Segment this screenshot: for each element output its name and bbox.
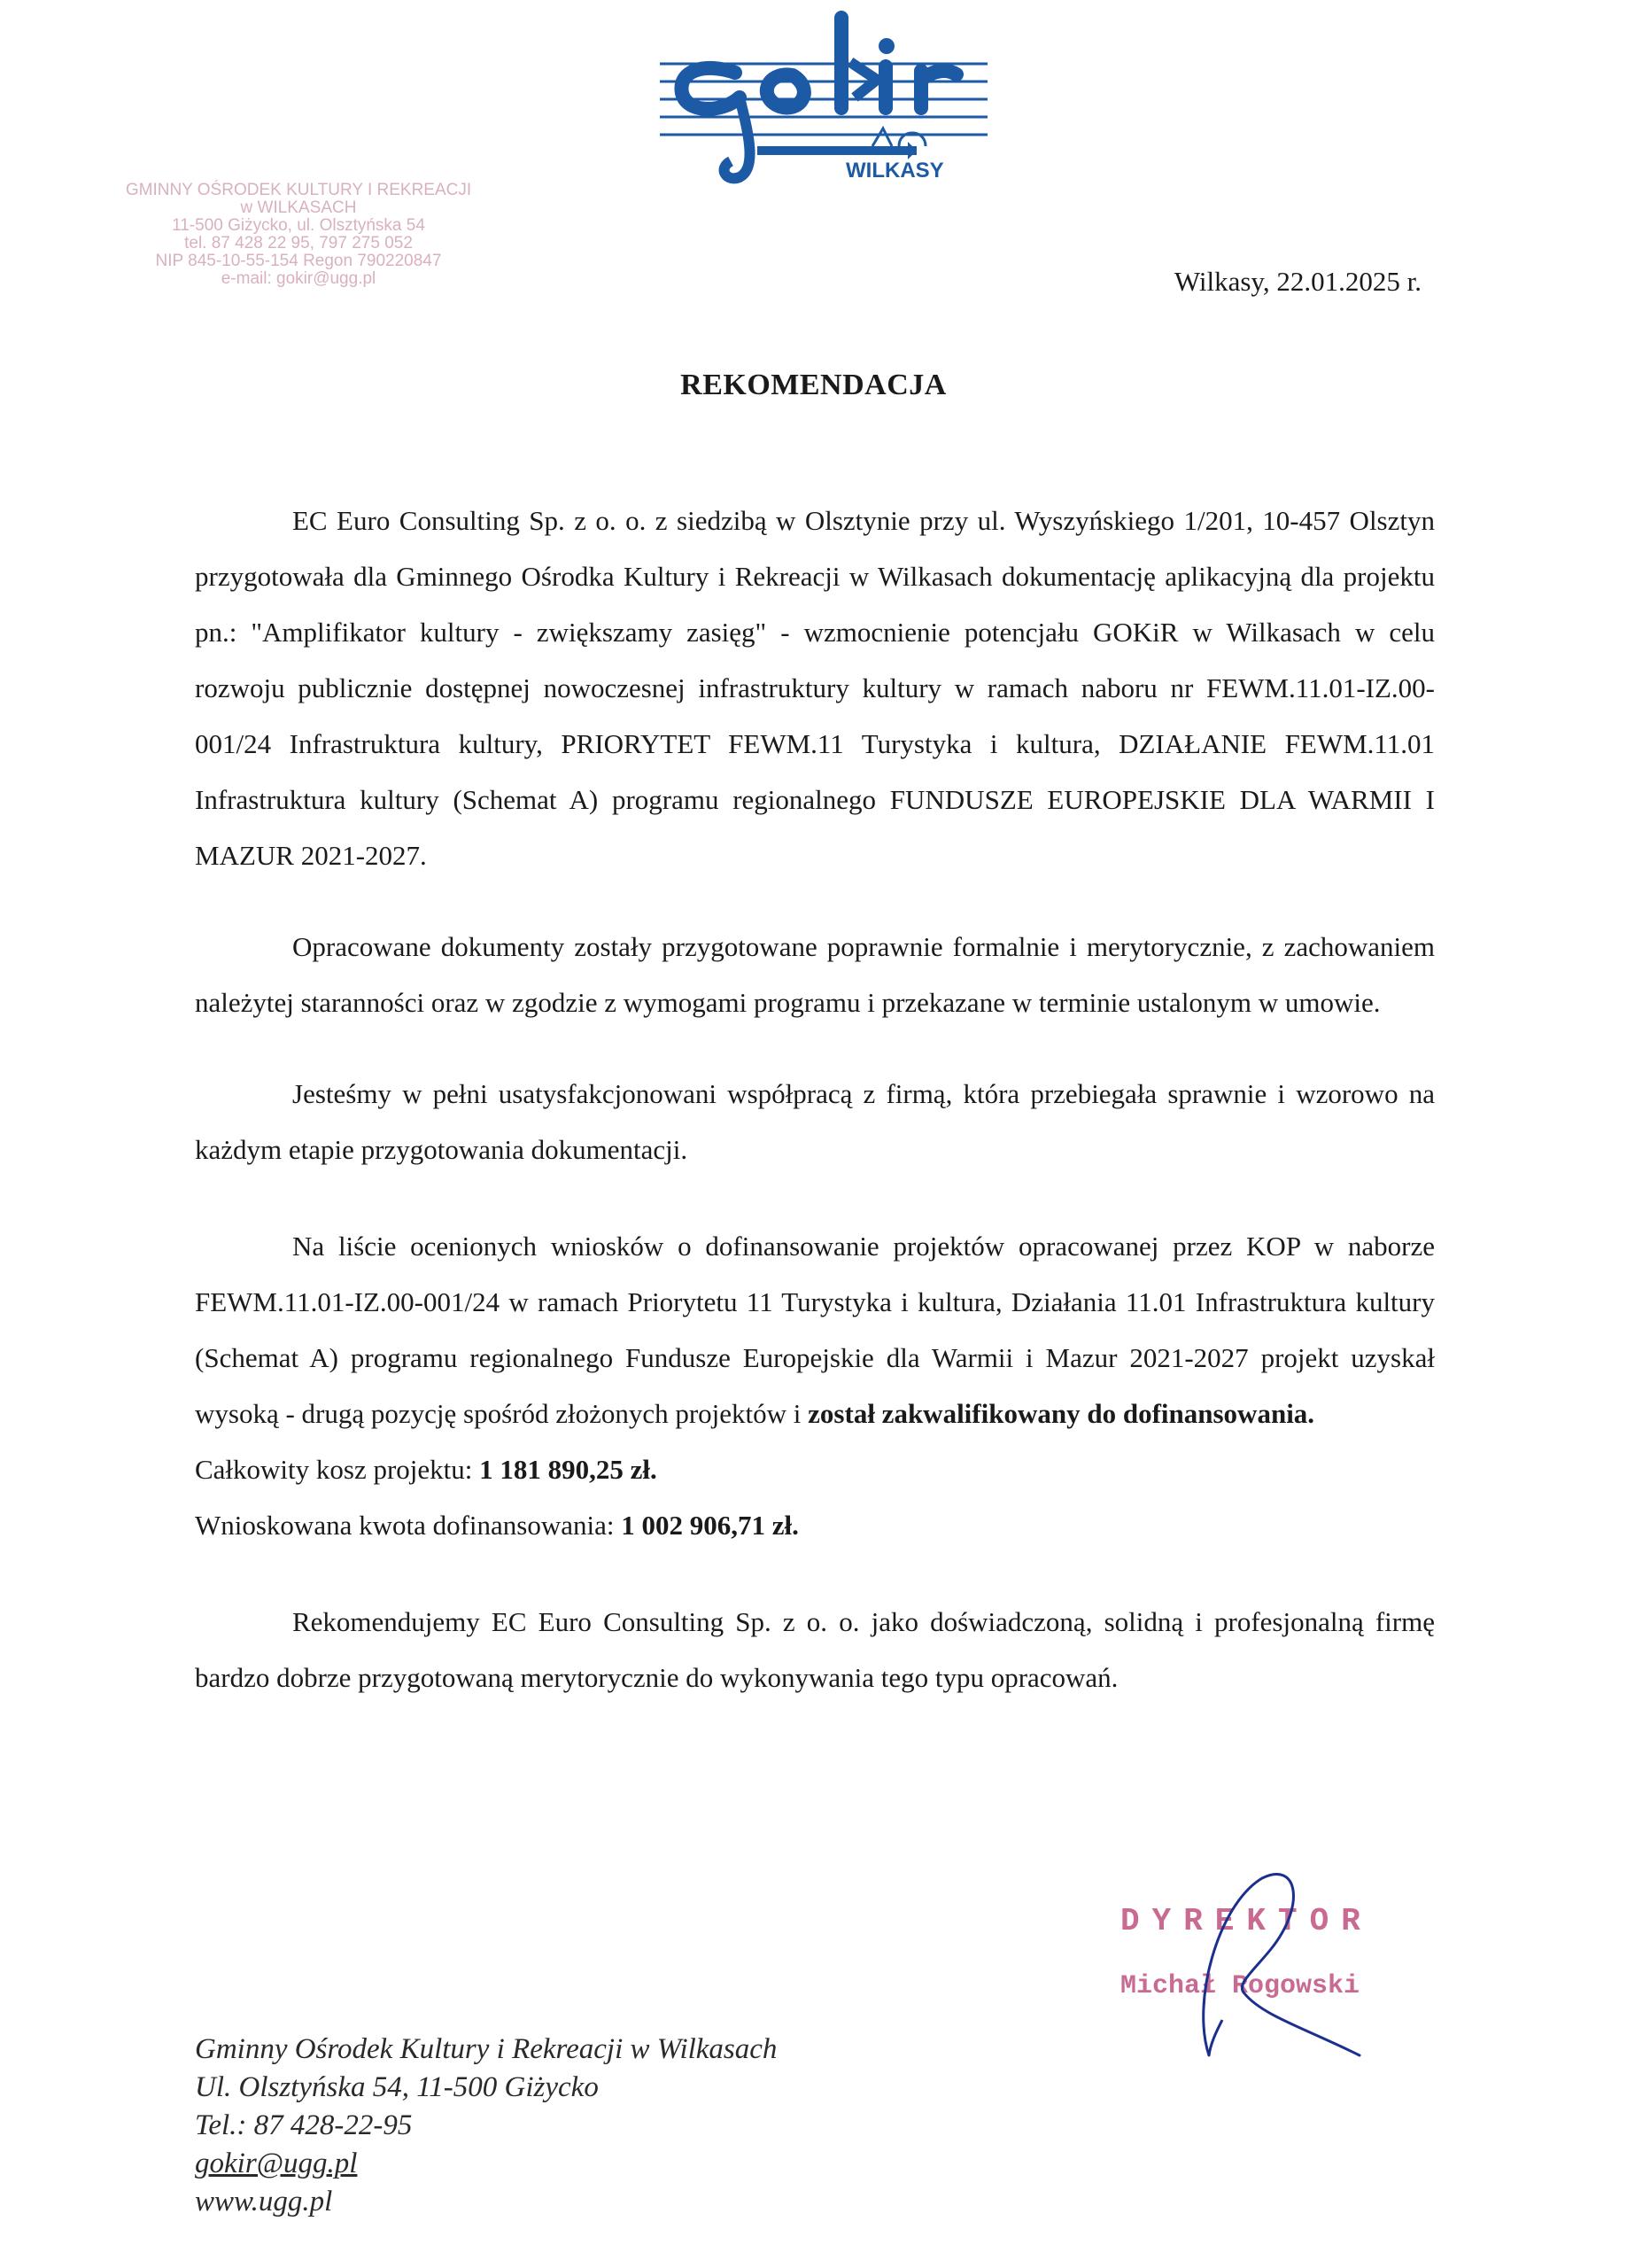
paragraph-5: Rekomendujemy EC Euro Consulting Sp. z o. o. jako doświadczoną, solidną i profesjonalną firmę bardzo dobrze przygotowaną merytorycznie do wykonywania tego typu opracowań. xyxy=(195,1606,1435,1693)
stamp-line: tel. 87 428 22 95, 797 275 052 xyxy=(184,234,413,252)
footer-email-link[interactable]: gokir@ugg.pl xyxy=(195,2148,358,2179)
stamp-line: GMINNY OŚRODEK KULTURY I REKREACJI xyxy=(125,181,472,199)
paragraph-1: EC Euro Consulting Sp. z o. o. z siedzibą w Olsztynie przy ul. Wyszyńskiego 1/201, 10-457 Olsztyn przygotowała dla Gminnego Ośrodka Kultury i Rekreacji w Wilkasach dokumentację aplikacyjną dla projektu pn.: "Amplifikator kultury - zwiększamy zasięg" - wzmocnienie potencjału GOKiR w Wilkasach w celu rozwoju publicznie dostępnej nowoczesnej infrastruktury kultury w ramach naboru nr FEWM.11.01-IZ.00-001/24 Infrastruktura kultury, PRIORYTET FEWM.11 Turystyka i kultura, DZIAŁANIE FEWM.11.01 Infrastruktura kultury (Schemat A) programu regionalnego FUNDUSZE EUROPEJSKIE DLA WARMII I MAZUR 2021-2027. xyxy=(195,505,1435,871)
letter-date: Wilkasy, 22.01.2025 r. xyxy=(1174,266,1422,297)
footer-address: Ul. Olsztyńska 54, 11-500 Giżycko xyxy=(195,2071,599,2103)
grant-amount-label: Wnioskowana kwota dofinansowania: xyxy=(195,1510,622,1541)
logo-place-text: WILKASY xyxy=(846,159,944,183)
institution-stamp xyxy=(108,182,489,315)
paragraph-3: Jesteśmy w pełni usatysfakcjonowani współpracą z firmą, która przebiegała sprawnie i wzorowo na każdym etapie przygotowania dokumentacji. xyxy=(195,1078,1435,1165)
total-cost-label: Całkowity kosz projektu: xyxy=(195,1454,480,1485)
stamp-line: 11-500 Giżycko, ul. Olsztyńska 54 xyxy=(172,216,425,235)
footer-org: Gminny Ośrodek Kultury i Rekreacji w Wilkasach xyxy=(195,2033,778,2065)
signature-title: DYREKTOR xyxy=(1120,1903,1373,1939)
signature-block xyxy=(1120,1852,1439,2073)
total-cost-value: 1 181 890,25 zł. xyxy=(479,1454,657,1485)
handwritten-signature-icon xyxy=(1156,1852,1386,2073)
letter-body xyxy=(195,493,1435,1705)
total-cost-line xyxy=(195,1441,1435,1497)
paragraph-2: Opracowane dokumenty zostały przygotowane poprawnie formalnie i merytorycznie, z zachowaniem należytej staranności oraz w zgodzie z wymogami programu i przekazane w terminie ustalonym w umowie. xyxy=(195,931,1435,1018)
grant-amount-value: 1 002 906,71 zł. xyxy=(621,1510,799,1541)
signature-name: Michał Rogowski xyxy=(1120,1971,1360,2001)
stamp-line: e-mail: gokir@ugg.pl xyxy=(221,269,376,288)
letter-title: REKOMENDACJA xyxy=(680,369,947,401)
stamp-line: NIP 845-10-55-154 Regon 790220847 xyxy=(155,252,442,270)
stamp-line: w WILKASACH xyxy=(240,198,357,217)
paragraph-4 xyxy=(195,1218,1435,1441)
paragraph-4-text: Na liście ocenionych wniosków o dofinansowanie projektów opracowanej przez KOP w naborze FEWM.11.01-IZ.00-001/24 w ramach Priorytetu 11 Turystyka i kultura, Działania 11.01 Infrastruktura kultury (Schemat A) programu regionalnego Fundusze Europejskie dla Warmii i Mazur 2021-2027 projekt uzyskał wysoką - drugą pozycję spośród złożonych projektów i xyxy=(195,1231,1435,1429)
paragraph-4-bold: został zakwalifikowany do dofinansowania. xyxy=(808,1398,1315,1429)
music-note-logo-icon xyxy=(651,0,996,190)
letter-footer xyxy=(195,2031,777,2221)
footer-www-link[interactable]: www.ugg.pl xyxy=(195,2186,333,2218)
grant-amount-line xyxy=(195,1497,1435,1553)
footer-phone: Tel.: 87 428-22-95 xyxy=(195,2109,413,2141)
gokir-logo xyxy=(651,0,996,190)
